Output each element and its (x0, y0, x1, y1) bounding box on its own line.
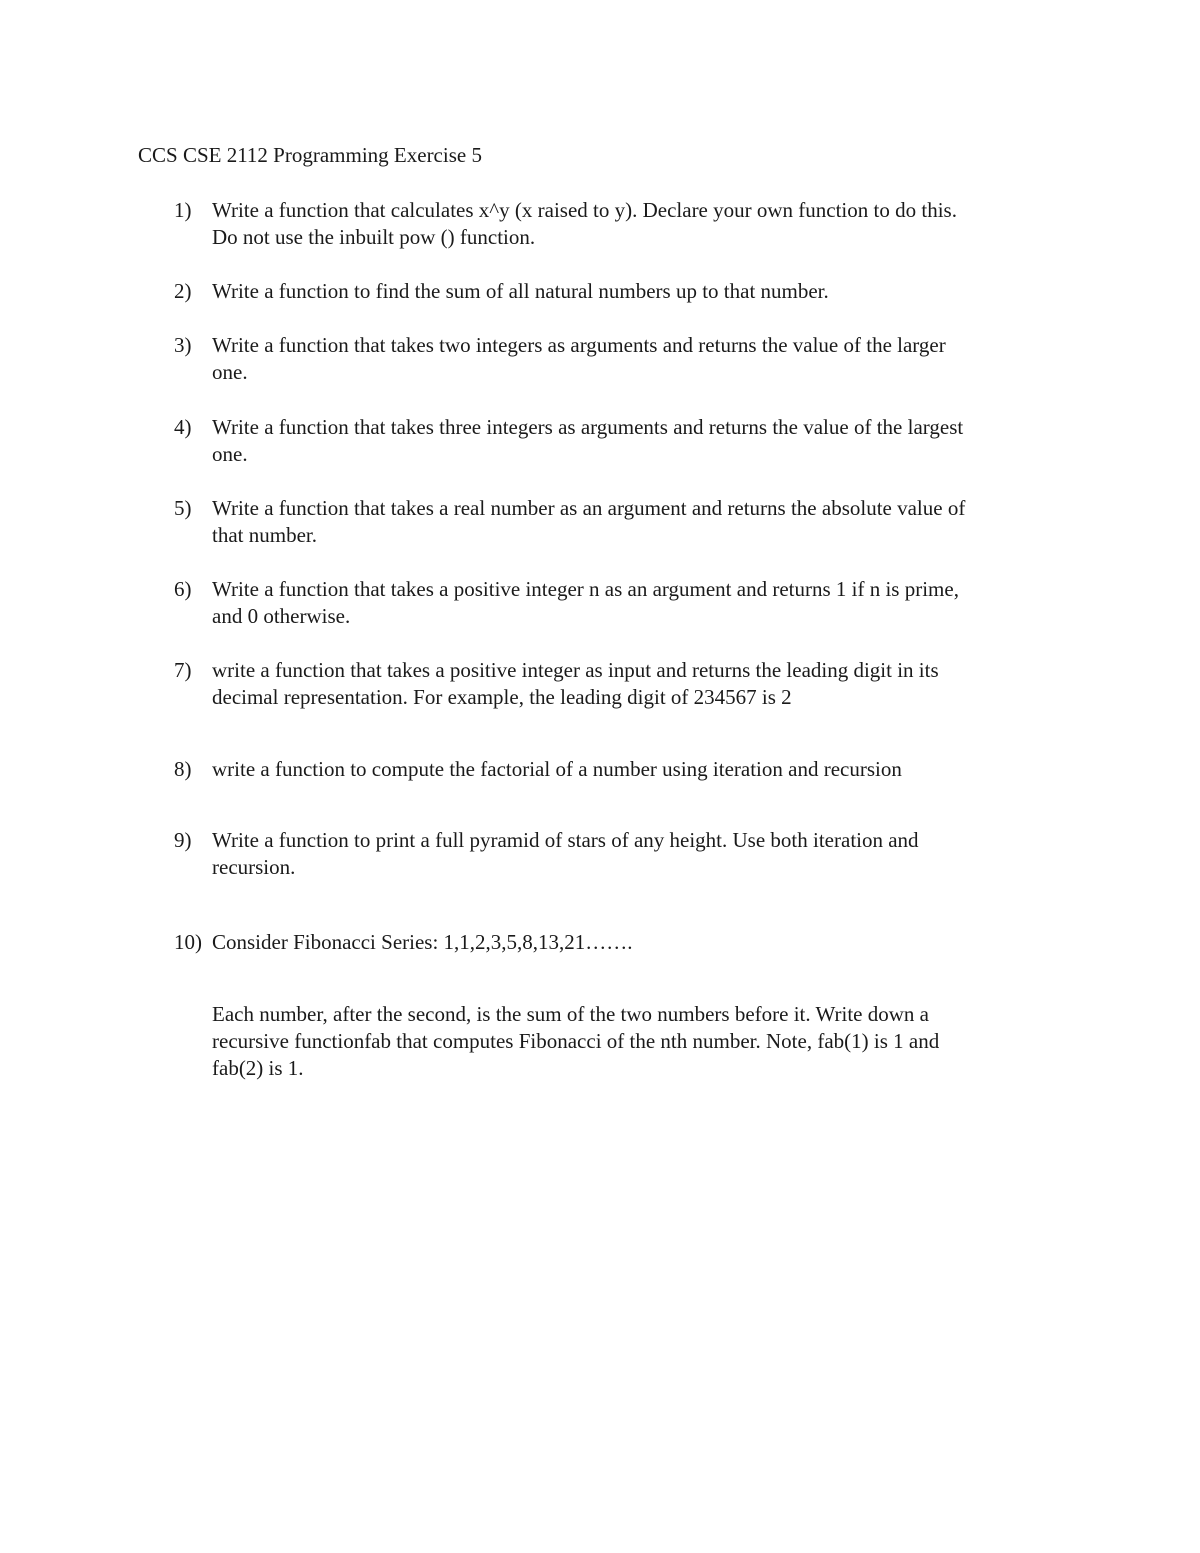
item-text (212, 756, 1074, 783)
item-text (212, 576, 1074, 630)
item-text-line: recursion. (212, 855, 296, 879)
item-number: 8) (174, 757, 192, 781)
item-text-line: and 0 otherwise. (212, 604, 351, 628)
item-text-line: Do not use the inbuilt pow () function. (212, 225, 536, 249)
note-line: Each number, after the second, is the sum of the two numbers before it. Write down a (212, 1002, 929, 1026)
item-text-line: Write a function that takes a positive integer n as an argument and returns 1 if n is prime, (212, 577, 959, 601)
note-line: recursive functionfab that computes Fibonacci of the nth number. Note, fab(1) is 1 and (212, 1029, 940, 1053)
item-text (212, 657, 1074, 711)
item-text-line: Write a function that takes a real number as an argument and returns the absolute value of (212, 496, 966, 520)
item-text-line: Consider Fibonacci Series: 1,1,2,3,5,8,13,21……. (212, 930, 633, 954)
item-number: 1) (174, 198, 192, 222)
item-text-line: write a function to compute the factorial of a number using iteration and recursion (212, 757, 902, 781)
item-number: 4) (174, 415, 192, 439)
item-number: 10) (174, 930, 202, 954)
item-text-line: Write a function to find the sum of all natural numbers up to that number. (212, 279, 829, 303)
item-text (212, 414, 1074, 468)
item-number: 7) (174, 658, 192, 682)
page-title: CCS CSE 2112 Programming Exercise 5 (138, 143, 482, 167)
item-text-line: Write a function that takes two integers as arguments and returns the value of the larger (212, 333, 946, 357)
item-text-line: write a function that takes a positive integer as input and returns the leading digit in its (212, 658, 939, 682)
item-text-line: Write a function that calculates x^y (x raised to y). Declare your own function to do this. (212, 198, 957, 222)
item-number: 9) (174, 828, 192, 852)
item-text (212, 827, 1074, 881)
fibonacci-note (212, 1001, 1074, 1082)
item-text-line: one. (212, 360, 248, 384)
item-text (212, 197, 1074, 251)
item-text (212, 332, 1074, 386)
item-number: 6) (174, 577, 192, 601)
item-text-line: Write a function that takes three integers as arguments and returns the value of the largest (212, 415, 964, 439)
item-number: 5) (174, 496, 192, 520)
item-text (212, 495, 1074, 549)
item-text-line: Write a function to print a full pyramid of stars of any height. Use both iteration and (212, 828, 919, 852)
item-number: 2) (174, 279, 192, 303)
item-number: 3) (174, 333, 192, 357)
item-text (212, 278, 1074, 305)
item-text-line: one. (212, 442, 248, 466)
note-line: fab(2) is 1. (212, 1056, 304, 1080)
item-text-line: that number. (212, 523, 317, 547)
item-text-line: decimal representation. For example, the leading digit of 234567 is 2 (212, 685, 792, 709)
item-text (212, 929, 1074, 956)
